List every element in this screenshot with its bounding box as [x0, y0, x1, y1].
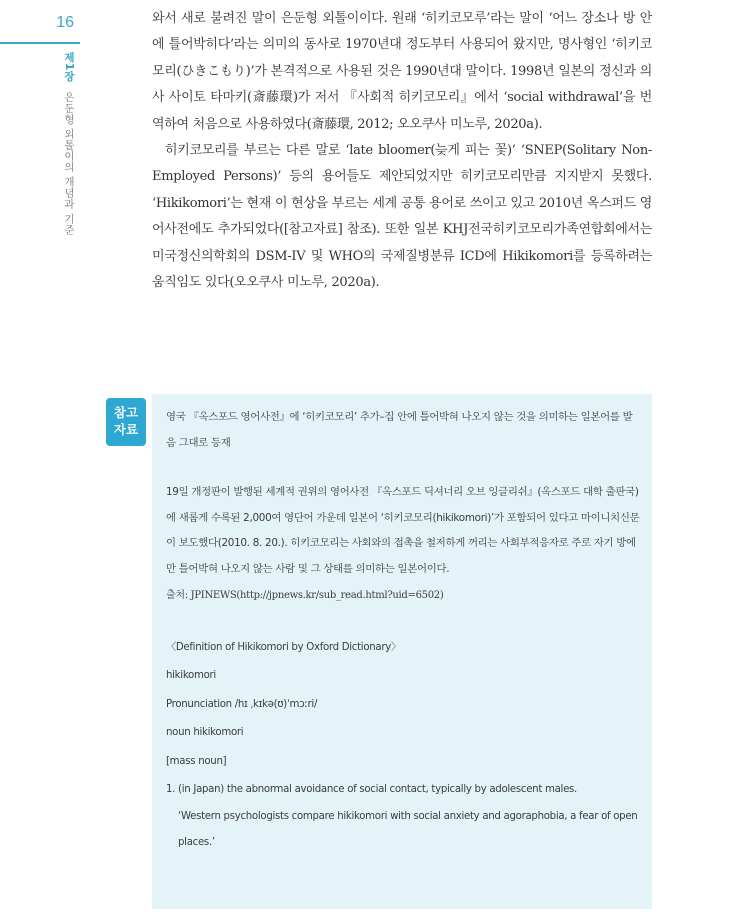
chapter-label: 제1장: [63, 52, 75, 82]
oxford-definition: [166, 634, 642, 856]
reference-paragraph: 19일 개정판이 발행된 세계적 권위의 영어사전 『옥스포드 딕셔너리 오브 잉글리쉬』(옥스포드 대학 출판국)에 새롭게 수록된 2,000여 영단어 가운데 일본어 ‘히키코모리(hikikomori)’가 포함되어 있다고 마이니치신문이 보도했다(2010. 8. 20.). 히키코모리는 사회와의 접촉을 철저하게 꺼리는 사회부적응자로 주로 자기 방에만 틀어박혀 나오지 않는 사람 및 그 상태를 의미하는 일본어이다.: [166, 486, 640, 575]
reference-source: 출처: JPINEWS(http://jpnews.kr/sub_read.html?uid=6502): [166, 590, 444, 601]
definition-title: 〈Definition of Hikikomori by Oxford Dictionary〉: [166, 642, 401, 653]
reference-heading: 영국 『옥스포드 영어사전』에 ‘히키코모리’ 추가–집 안에 틀어박혀 나오지 않는 것을 의미하는 일본어를 발음 그대로 등재: [166, 411, 633, 449]
definition-word: hikikomori: [166, 670, 216, 682]
reference-tag-line1: 참고: [113, 405, 139, 420]
definition-noun: noun hikikomori: [166, 727, 244, 739]
reference-box: [152, 394, 652, 909]
chapter-title: 은둔형 외톨이의 개념과 기준: [63, 91, 75, 236]
body-paragraph-1: 와서 새로 불려진 말이 은둔형 외톨이이다. 원래 ‘히키코모루’라는 말이 ‘어느 장소나 방 안에 틀어박히다’라는 의미의 동사로 1970년대 정도부터 사용되어 왔지만, 명사형인 ‘히키코모리(ひきこもり)’가 본격적으로 사용된 것은 1990년대 말이다. 1998년 일본의 정신과 의사 사이토 타마키(斎藤環)가 저서 『사회적 히키코모리』에서 ‘social withdrawal’을 번역하여 처음으로 사용하였다(斎藤環, 2012; 오오쿠사 미노루, 2020a).: [152, 11, 652, 132]
running-header-vertical: [62, 52, 77, 235]
page-number-rule: [0, 42, 80, 44]
reference-tag: [106, 398, 146, 446]
definition-mass-noun: [mass noun]: [166, 755, 227, 767]
body-text: [152, 6, 652, 296]
reference-tag-line2: 자료: [113, 422, 139, 437]
body-paragraph-2: 히키코모리를 부르는 다른 말로 ‘late bloomer(늦게 피는 꽃)’ ‘SNEP(Solitary Non-Employed Persons)’ 등의 용어들도 제안되었지만 히키코모리만큼 지지받지 못했다. ‘Hikikomori’는 현재 이 현상을 부르는 세계 공통 용어로 쓰이고 있고 2010년 옥스퍼드 영어사전에도 추가되었다([참고자료] 참조). 또한 일본 KHJ전국히키코모리가족연합회에서는 미국정신의학회의 DSM-IV 및 WHO의 국제질병분류 ICD에 Hikikomori를 등록하려는 움직임도 있다(오오쿠사 미노루, 2020a).: [152, 143, 652, 291]
definition-example: ‘Western psychologists compare hikikomori with social anxiety and agoraphobia, a fear of open places.’: [178, 811, 638, 849]
definition-meaning: 1. (in Japan) the abnormal avoidance of social contact, typically by adolescent males.: [166, 784, 577, 796]
page-number: 16: [56, 14, 74, 31]
definition-pronunciation: Pronunciation /hɪ ˌkɪkə(ʊ)ˈmɔːri/: [166, 698, 318, 710]
reference-content: [166, 404, 642, 856]
